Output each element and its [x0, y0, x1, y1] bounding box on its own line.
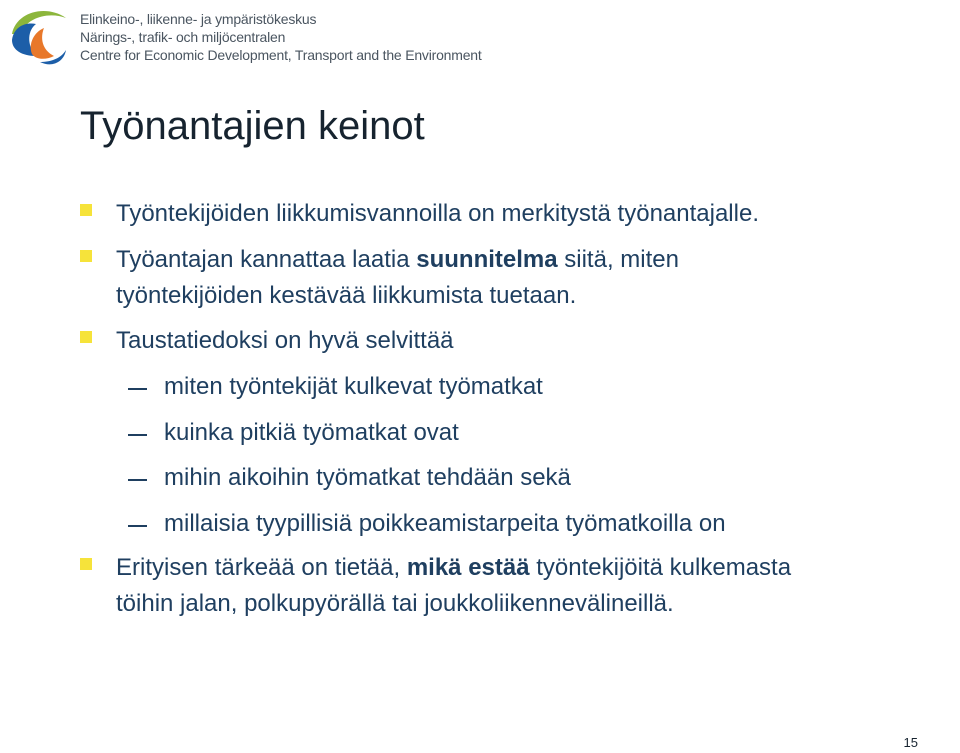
sub-bullet-dash	[128, 388, 147, 390]
bullet-2-bold: suunnitelma	[416, 246, 558, 273]
bullet-marker	[80, 204, 92, 216]
bullet-2-line-1	[116, 246, 679, 274]
sub-bullet-dash	[128, 525, 147, 527]
slide-title: Työnantajien keinot	[80, 104, 425, 148]
bullet-4-line-2: töihin jalan, polkupyörällä tai joukkoliikennevälineillä.	[116, 590, 674, 617]
bullet-1-text: Työntekijöiden liikkumisvannoilla on merkitystä työnantajalle.	[116, 200, 759, 227]
bullet-4-text-post: työntekijöitä kulkemasta	[529, 554, 792, 581]
sub-bullet-4: millaisia tyypillisiä poikkeamistarpeita työmatkoilla on	[164, 510, 726, 537]
bullet-marker	[80, 558, 92, 570]
sub-bullet-2: kuinka pitkiä työmatkat ovat	[164, 419, 459, 446]
bullet-2-line-2: työntekijöiden kestävää liikkumista tuetaan.	[116, 282, 577, 309]
bullet-marker	[80, 331, 92, 343]
bullet-4-line-1	[116, 554, 791, 582]
org-name-fi: Elinkeino-, liikenne- ja ympäristökeskus	[80, 11, 317, 27]
bullet-4-bold: mikä estää	[406, 554, 530, 581]
organization-name	[80, 10, 482, 64]
bullet-2-text-post: siitä, miten	[557, 246, 679, 273]
sub-bullet-dash	[128, 434, 147, 436]
sub-bullet-dash	[128, 479, 147, 481]
page-number: 15	[903, 735, 918, 750]
bullet-2-text-pre: Työantajan kannattaa laatia	[116, 246, 417, 273]
sub-bullet-3: mihin aikoihin työmatkat tehdään sekä	[164, 464, 571, 491]
sub-bullet-1: miten työntekijät kulkevat työmatkat	[164, 373, 543, 400]
bullet-4-text-pre: Erityisen tärkeää on tietää,	[116, 554, 407, 581]
bullet-3-text: Taustatiedoksi on hyvä selvittää	[116, 327, 454, 354]
org-name-sv: Närings-, trafik- och miljöcentralen	[80, 29, 286, 45]
org-name-en: Centre for Economic Development, Transport and the Environment	[80, 47, 482, 63]
ely-logo-icon	[6, 4, 70, 70]
bullet-marker	[80, 250, 92, 262]
